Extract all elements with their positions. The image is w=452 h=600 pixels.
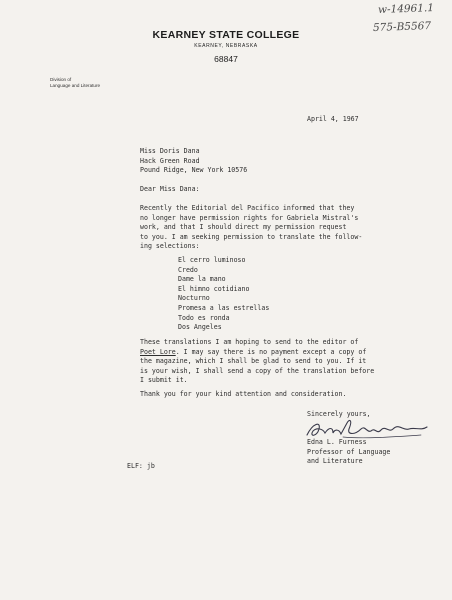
letterhead-zip: 68847 xyxy=(214,54,238,64)
thanks-line: Thank you for your kind attention and consideration. xyxy=(140,390,347,398)
signer-title: Professor of Language xyxy=(307,447,391,456)
division-line: Division of xyxy=(50,77,72,82)
text-fragment: . I may say there is no payment except a copy of xyxy=(175,347,367,356)
selection-item: Nocturno xyxy=(178,294,210,303)
paragraph-translations xyxy=(140,338,374,386)
closing: Sincerely yours, xyxy=(307,410,371,418)
text-line: I submit it. xyxy=(140,376,188,385)
address-line: Hack Green Road xyxy=(140,156,200,165)
journal-title: Poet Lore xyxy=(140,347,176,356)
signature-block xyxy=(307,438,390,467)
selection-item: Dos Angeles xyxy=(178,323,222,332)
salutation: Dear Miss Dana: xyxy=(140,185,200,193)
typist-initials: ELF: jb xyxy=(127,462,155,470)
letter-date: April 4, 1967 xyxy=(307,115,359,123)
text-line: work, and that I should direct my permission request xyxy=(140,223,347,232)
division-label xyxy=(50,77,100,89)
paragraph-intro xyxy=(140,204,362,252)
archive-ref-top: w-14961.1 xyxy=(377,2,435,16)
address-line: Pound Ridge, New York 10576 xyxy=(140,166,248,175)
division-line: Language and Literature xyxy=(50,83,101,88)
letterhead-college: KEARNEY STATE COLLEGE xyxy=(152,29,300,41)
address-line: Miss Doris Dana xyxy=(140,147,200,155)
selections-list xyxy=(178,256,269,333)
selection-item: Credo xyxy=(178,265,198,274)
letterhead-city: KEARNEY, NEBRASKA xyxy=(194,43,258,49)
text-line: ing selections: xyxy=(140,242,200,251)
archive-ref-bottom: 575-B5567 xyxy=(372,19,432,35)
selection-item: Todo es ronda xyxy=(178,313,230,322)
text-line: no longer have permission rights for Gabriela Mistral's xyxy=(140,213,359,222)
text-line: Recently the Editorial del Pacifico informed that they xyxy=(140,204,355,212)
text-line: to you. I am seeking permission to translate the follow- xyxy=(140,232,363,241)
text-line xyxy=(140,348,374,358)
text-line: These translations I am hoping to send to the editor of xyxy=(140,338,359,346)
recipient-address xyxy=(140,147,247,176)
text-line: the magazine, which I shall be glad to send to you. If it xyxy=(140,357,367,366)
selection-item: Promesa a las estrellas xyxy=(178,303,270,312)
signer-title: and Literature xyxy=(307,457,363,466)
selection-item: El himno cotidiano xyxy=(178,284,250,293)
signer-name: Edna L. Furness xyxy=(307,438,367,446)
text-line: is your wish, I shall send a copy of the translation before xyxy=(140,366,375,375)
selection-item: El cerro luminoso xyxy=(178,256,246,264)
selection-item: Dame la mano xyxy=(178,275,226,284)
